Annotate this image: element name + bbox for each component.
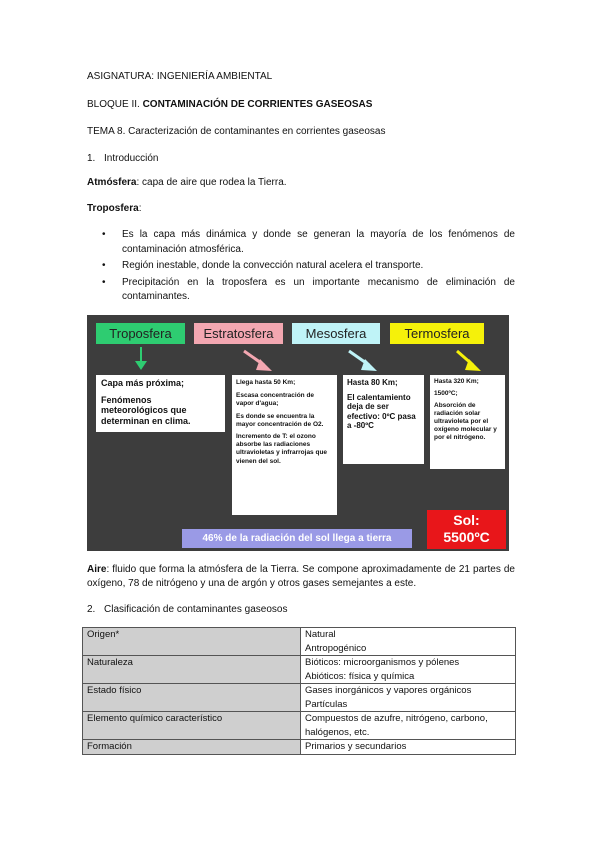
atmosfera-definition (87, 176, 287, 189)
table-value: Natural (305, 629, 336, 640)
aire-term: Aire (87, 564, 107, 575)
bullet-item (87, 228, 515, 257)
bullet-text: Es la capa más dinámica y donde se generan la mayoría de los fenómenos de contaminación atmosférica. (122, 229, 515, 255)
box-text: 1500ºC; (434, 390, 458, 397)
section1-title: Introducción (104, 153, 159, 164)
bullet-icon: • (102, 276, 106, 288)
classification-table (82, 627, 516, 755)
diagonal-arrow-icon (242, 349, 274, 373)
layer-mesosfera: Mesosfera (292, 323, 380, 344)
radiation-bar: 46% de la radiación del sol llega a tierra (182, 529, 412, 548)
bullet-item (87, 259, 515, 274)
atmosphere-layers-figure (87, 315, 509, 551)
troposfera-info-box (96, 375, 225, 432)
tema-line: TEMA 8. Caracterización de contaminantes en corrientes gaseosas (87, 126, 386, 137)
table-value: Antropogénico (305, 642, 367, 654)
table-value-cell (301, 656, 516, 684)
box-text: Capa más próxima; (101, 378, 185, 388)
table-value-cell (301, 740, 516, 755)
box-text: Fenómenos meteorológicos que determinan en clima. (101, 394, 191, 426)
box-text: Hasta 80 Km; (347, 378, 398, 387)
sun-temperature: 5500ºC (443, 529, 490, 545)
table-value: Compuestos de azufre, nitrógeno, carbono, halógenos, etc. (305, 713, 488, 738)
box-text: Es donde se encuentra la mayor concentración de O2. (236, 412, 324, 428)
box-text: Llega hasta 50 Km; (236, 379, 296, 386)
table-value: Partículas (305, 698, 348, 710)
table-label-cell: Origen* (83, 628, 301, 656)
table-label-cell: Elemento químico característico (83, 712, 301, 740)
table-value-cell (301, 712, 516, 740)
troposfera-colon: : (138, 203, 142, 214)
box-text: Hasta 320 Km; (434, 378, 479, 385)
bullet-icon: • (102, 229, 106, 240)
layer-estratosfera: Estratosfera (194, 323, 283, 344)
table-row (83, 628, 516, 656)
diagonal-arrow-icon (455, 349, 483, 373)
table-value-cell (301, 684, 516, 712)
section1-number: 1. (87, 153, 96, 164)
box-text: Escasa concentración de vapor d'agua; (236, 392, 315, 408)
layer-troposfera: Troposfera (96, 323, 185, 344)
table-label-cell: Estado físico (83, 684, 301, 712)
section1-heading (87, 152, 158, 165)
table-row (83, 684, 516, 712)
bullet-icon: • (102, 260, 106, 271)
table-value: Bióticos: microorganismos y pólenes (305, 657, 460, 668)
table-value-cell (301, 628, 516, 656)
table-value: Gases inorgánicos y vapores orgánicos (305, 685, 472, 696)
diagonal-arrow-icon (347, 349, 379, 373)
termosfera-info-box (430, 375, 505, 469)
box-text: El calentamiento deja de ser efectivo: 0ºC pasa a -80ºC (347, 392, 416, 430)
section2-number: 2. (87, 604, 96, 615)
box-text: Absorción de radiación solar ultravioleta por el oxígeno molecular y por el nitrógeno. (434, 402, 497, 441)
troposfera-term: Troposfera (87, 203, 139, 214)
bullet-text: Precipitación en la troposfera es un importante mecanismo de eliminación de contaminantes. (122, 276, 515, 302)
bullet-text: Región inestable, donde la convección natural acelera el transporte. (122, 260, 424, 271)
section2-heading (87, 603, 287, 616)
down-arrow-icon (134, 347, 148, 371)
table-value: Abióticos: física y química (305, 670, 415, 682)
estratosfera-info-box (232, 375, 337, 515)
atmosfera-term: Atmósfera (87, 177, 137, 188)
table-row (83, 740, 516, 755)
aire-text: : fluido que forma la atmósfera de la Tierra. Se compone aproximadamente de 21 partes de oxígeno, 78 de nitrógeno y una de argón y otros gases semejantes a este. (87, 564, 515, 589)
troposfera-bullet-list (87, 228, 515, 307)
table-row (83, 656, 516, 684)
table-label-cell: Formación (83, 740, 301, 755)
asignatura-line: ASIGNATURA: INGENIERÍA AMBIENTAL (87, 71, 273, 82)
table-label-cell: Naturaleza (83, 656, 301, 684)
table-row (83, 712, 516, 740)
section2-title: Clasificación de contaminantes gaseosos (104, 604, 288, 615)
aire-definition (87, 563, 515, 591)
box-text: Incremento de T: el ozono absorbe las radiaciones ultravioletas y infrarrojas que vienen del sol. (236, 433, 328, 465)
troposfera-heading (87, 202, 141, 215)
mesosfera-info-box (343, 375, 424, 464)
bloque-line (87, 98, 372, 111)
bloque-prefix: BLOQUE II. (87, 99, 143, 110)
sun-label: Sol: (453, 512, 480, 528)
bloque-title: CONTAMINACIÓN DE CORRIENTES GASEOSAS (142, 99, 373, 110)
layer-termosfera: Termosfera (390, 323, 484, 344)
atmosfera-text: : capa de aire que rodea la Tierra. (136, 177, 287, 188)
sun-box (427, 510, 506, 549)
bullet-item (87, 276, 515, 305)
table-value: Primarios y secundarios (305, 741, 407, 752)
